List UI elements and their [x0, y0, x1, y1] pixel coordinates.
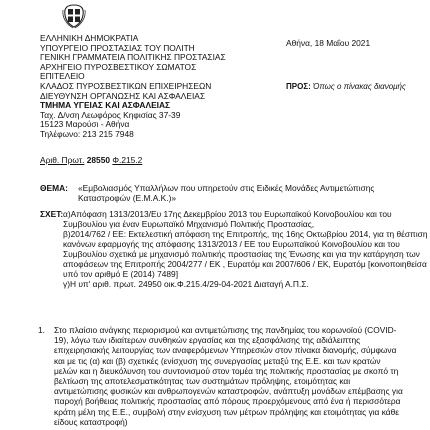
issuer-phone: Τηλέφωνο: 213 215 7948	[40, 128, 134, 139]
reference-item: γ)Η υπ' αριθ. πρωτ. 24950 οικ.Φ.215.4/29-04-2021 Διαταγή Α.Π.Σ.	[63, 279, 309, 289]
issuer-line: ΔΙΕΥΘΥΝΣΗ ΟΡΓΑΝΩΣΗΣ ΚΑΙ ΑΣΦΑΛΕΙΑΣ	[40, 90, 206, 101]
reference-item: α)Απόφαση 1313/2013/Ευ 17ης Δεκεμβρίου 2013 του Ευρωπαϊκού Κοινοβουλίου και του Συμβουλίου για έναν Ευρωπαϊκό Μηχανισμό Πολιτικής Προστασίας,	[63, 209, 392, 229]
recipient-label: ΠΡΟΣ:	[286, 82, 311, 91]
greek-coat-of-arms-icon	[61, 3, 87, 29]
issuer-line: ΕΠΙΤΕΛΕΙΟ	[40, 71, 85, 82]
issuer-city: 15123 Μαρούσι - Αθήνα	[40, 119, 130, 130]
issuer-line: ΥΠΟΥΡΓΕΙΟ ΠΡΟΣΤΑΣΙΑΣ ΤΟΥ ΠΟΛΙΤΗ	[40, 42, 195, 53]
recipient	[286, 82, 406, 91]
paragraph-text: Στο πλαίσιο ανάγκης περιορισμού και αντιμετώπισης της πανδημίας του κορωνοϊού (COVID-19), λόγω των ιδιαίτερων συνθηκών εργασίας και της εξασφάλισης της αδιάλειπτης επιχειρησιακής λειτουργίας των αναφερόμενων Υπηρεσιών στον πίνακα διανομής, σύμφωνα και με τις (α) και (β) σχετικές (ενίσχυση της συνεργασίας μεταξύ της Ε.Ε. και των κρατών μελών και η διευκόλυνση του συντονισμού στον τομέα της πολιτικής προστασίας με σκοπό τη βελτίωση της αποτελεσματικότητας των συστημάτων πρόληψης, ετοιμότητας και αντιμετώπισης φυσικών και ανθρωπογενών καταστροφών, ανάπτυξη μονάδων επέμβασης για παροχή βοήθειας πολιτικής προστασίας από πόρους προερχόμενους από ένα ή περισσότερα κράτη μέλη της Ε.Ε., συμβολή στην ενίσχυση των μέτρων πρόληψης και ετοιμότητας για κάθε είδους καταστροφή)	[54, 325, 403, 427]
issuer-block	[40, 34, 270, 140]
reference-item: β)2014/762 / ΕΕ: Εκτελεστική απόφαση της Επιτροπής, της 16ης Οκτωβρίου 2014, για τη θέσπιση κανόνων εφαρμογής της απόφασης 1313/2013 / ΕΕ του Ευρωπαϊκού Κοινοβουλίου και του Συμβουλίου σχετικά με μηχανισμό πολιτικής προστασίας της Ένωσης και για την κατάργηση των αποφάσεων της Επιτροπής 2004/277 / ΕΚ , Ευρατόμ και 2007/606 / ΕΚ, Ευρατόμ [κοινοποιηθείσα υπό τον αριθμό Ε (2014) 7489]	[63, 229, 428, 279]
references-list	[63, 209, 430, 289]
references-label: ΣΧΕΤ:	[40, 209, 64, 219]
protocol-value: 28550	[86, 155, 111, 165]
protocol-label: Αριθ. Πρωτ.	[40, 155, 85, 165]
subject-label: ΘΕΜΑ:	[40, 183, 68, 193]
issuer-line: ΓΕΝΙΚΗ ΓΡΑΜΜΑΤΕΙΑ ΠΟΛΙΤΙΚΗΣ ΠΡΟΣΤΑΣΙΑΣ	[40, 52, 226, 63]
subject-text: «Εμβολιασμός Υπαλλήλων που υπηρετούν στις Ειδικές Μονάδες Αντιμετώπισης Καταστροφών (Ε.Μ.Α.Κ.)»	[78, 183, 375, 203]
document-date: Αθήνα, 18 Μαΐου 2021	[286, 38, 371, 48]
issuer-line: ΚΛΑΔΟΣ ΠΥΡΟΣΒΕΣΤΙΚΩΝ ΕΠΙΧΕΙΡΗΣΕΩΝ	[40, 80, 212, 91]
paragraph-number: 1.	[38, 325, 45, 335]
protocol-number	[40, 155, 142, 165]
issuer-department: ΤΜΗΜΑ ΥΓΕΙΑΣ ΚΑΙ ΑΣΦΑΛΕΙΑΣ	[40, 100, 171, 111]
issuer-line: ΑΡΧΗΓΕΙΟ ΠΥΡΟΣΒΕΣΤΙΚΟΥ ΣΩΜΑΤΟΣ	[40, 61, 197, 72]
protocol-file: Φ.215.2	[112, 155, 143, 165]
recipient-value: Όπως ο πίνακας διανομής	[313, 82, 406, 91]
issuer-line: ΕΛΛΗΝΙΚΗ ΔΗΜΟΚΡΑΤΙΑ	[40, 33, 139, 43]
issuer-address: Ταχ. Δ/νση Λεωφόρος Κηφισίας 37-39	[40, 109, 181, 120]
